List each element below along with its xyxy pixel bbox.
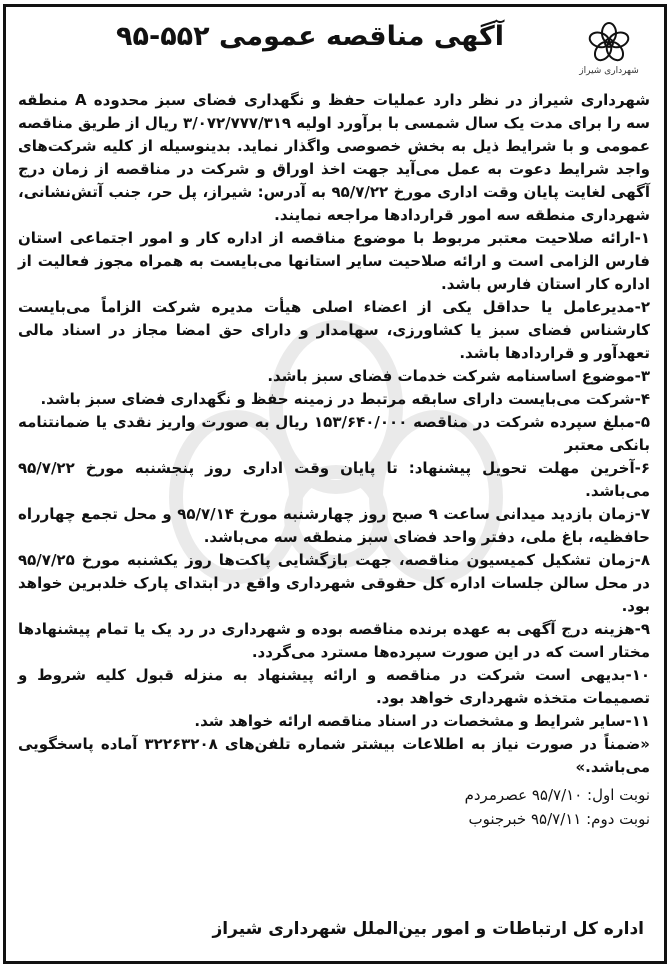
notice-body	[18, 89, 650, 831]
shiraz-municipality-logo	[570, 21, 648, 79]
notice-header	[6, 15, 664, 79]
publisher-signature: اداره کل ارتباطات و امور بین‌الملل شهرداری شیراز	[212, 919, 644, 939]
notice-item: ۱۰-بدیهی است شرکت در مناقصه و ارائه پیشنهاد به منزله قبول کلیه شروط و تصمیمات متخذه شهرداری خواهد بود.	[18, 666, 650, 707]
notice-item: ۶-آخرین مهلت تحویل پیشنهاد: تا پایان وقت اداری روز پنجشنبه مورخ ۹۵/۷/۲۲ می‌باشد.	[18, 459, 650, 500]
notice-item: ۳-موضوع اساسنامه شرکت خدمات فضای سبز باشد.	[267, 367, 650, 385]
notice-intro: شهرداری شیراز در نظر دارد عملیات حفظ و نگهداری فضای سبز محدوده A منطقه سه را برای مدت یک سال شمسی با برآورد اولیه ۳/۰۷۲/۷۷۷/۳۱۹ ریال از طریق مناقصه عمومی و با شرایط ذیل به بخش خصوصی واگذار نماید. بدینوسیله از کلیه شرکت‌های واجد شرایط دعوت به عمل می‌آید جهت اخذ اوراق و شرکت در مناقصه از زمان درج آگهی لغایت پایان وقت اداری مورخ ۹۵/۷/۲۲ به آدرس: شیراز، پل حر، جنب آتش‌نشانی، شهرداری منطقه سه امور قراردادها مراجعه نمایند.	[18, 91, 650, 224]
notice-title: آگهی مناقصه عمومی ۵۵۲-۹۵	[116, 21, 504, 52]
notice-item: ۹-هزینه درج آگهی به عهده برنده مناقصه بوده و شهرداری در رد یک یا تمام پیشنهادها مختار است که در این صورت سپرده‌ها مسترد می‌گردد.	[18, 620, 650, 661]
publication-dates	[18, 783, 650, 831]
second-publication: نوبت دوم: ۹۵/۷/۱۱ خبرجنوب	[468, 810, 650, 828]
contact-note: «ضمناً در صورت نیاز به اطلاعات بیشتر شماره تلفن‌های ۳۲۲۶۳۲۰۸ آماده پاسخگویی می‌باشد.»	[18, 735, 650, 776]
notice-item: ۴-شرکت می‌بایست دارای سابقه مرتبط در زمینه حفظ و نگهداری فضای سبز باشد.	[40, 390, 650, 408]
notice-item: ۵-مبلغ سپرده شرکت در مناقصه ۱۵۳/۶۴۰/۰۰۰ ریال به صورت واریز نقدی یا ضمانتنامه بانکی معتبر	[18, 413, 650, 454]
notice-item: ۱-ارائه صلاحیت معتبر مربوط با موضوع مناقصه از اداره کار و امور اجتماعی استان فارس الزامی است و ارائه صلاحیت سایر استانها می‌بایست به همراه مجوز فعالیت از اداره کار استان فارس باشد.	[18, 229, 650, 293]
notice-item: ۸-زمان تشکیل کمیسیون مناقصه، جهت بازگشایی پاکت‌ها روز یکشنبه مورخ ۹۵/۷/۲۵ در محل سالن جلسات اداره کل حقوقی شهرداری واقع در ابتدای پارک خلدبرین خواهد بود.	[18, 551, 650, 615]
flower-logo-icon	[579, 21, 639, 65]
first-publication: نوبت اول: ۹۵/۷/۱۰ عصرمردم	[464, 786, 650, 804]
notice-item: ۷-زمان بازدید میدانی ساعت ۹ صبح روز چهارشنبه مورخ ۹۵/۷/۱۴ و محل تجمع چهارراه حافظیه، باغ ملی، دفتر واحد فضای سبز منطقه سه می‌باشد.	[18, 505, 650, 546]
notice-frame	[3, 4, 667, 964]
logo-caption: شهرداری شیراز	[579, 66, 639, 76]
notice-item: ۲-مدیرعامل یا حداقل یکی از اعضاء اصلی هیأت مدیره شرکت الزاماً می‌بایست کارشناس فضای سبز یا کشاورزی، سهامدار و دارای حق امضا مجاز در اسناد مالی تعهدآور و قراردادها باشد.	[18, 298, 650, 362]
notice-item: ۱۱-سایر شرایط و مشخصات در اسناد مناقصه ارائه خواهد شد.	[194, 712, 650, 730]
